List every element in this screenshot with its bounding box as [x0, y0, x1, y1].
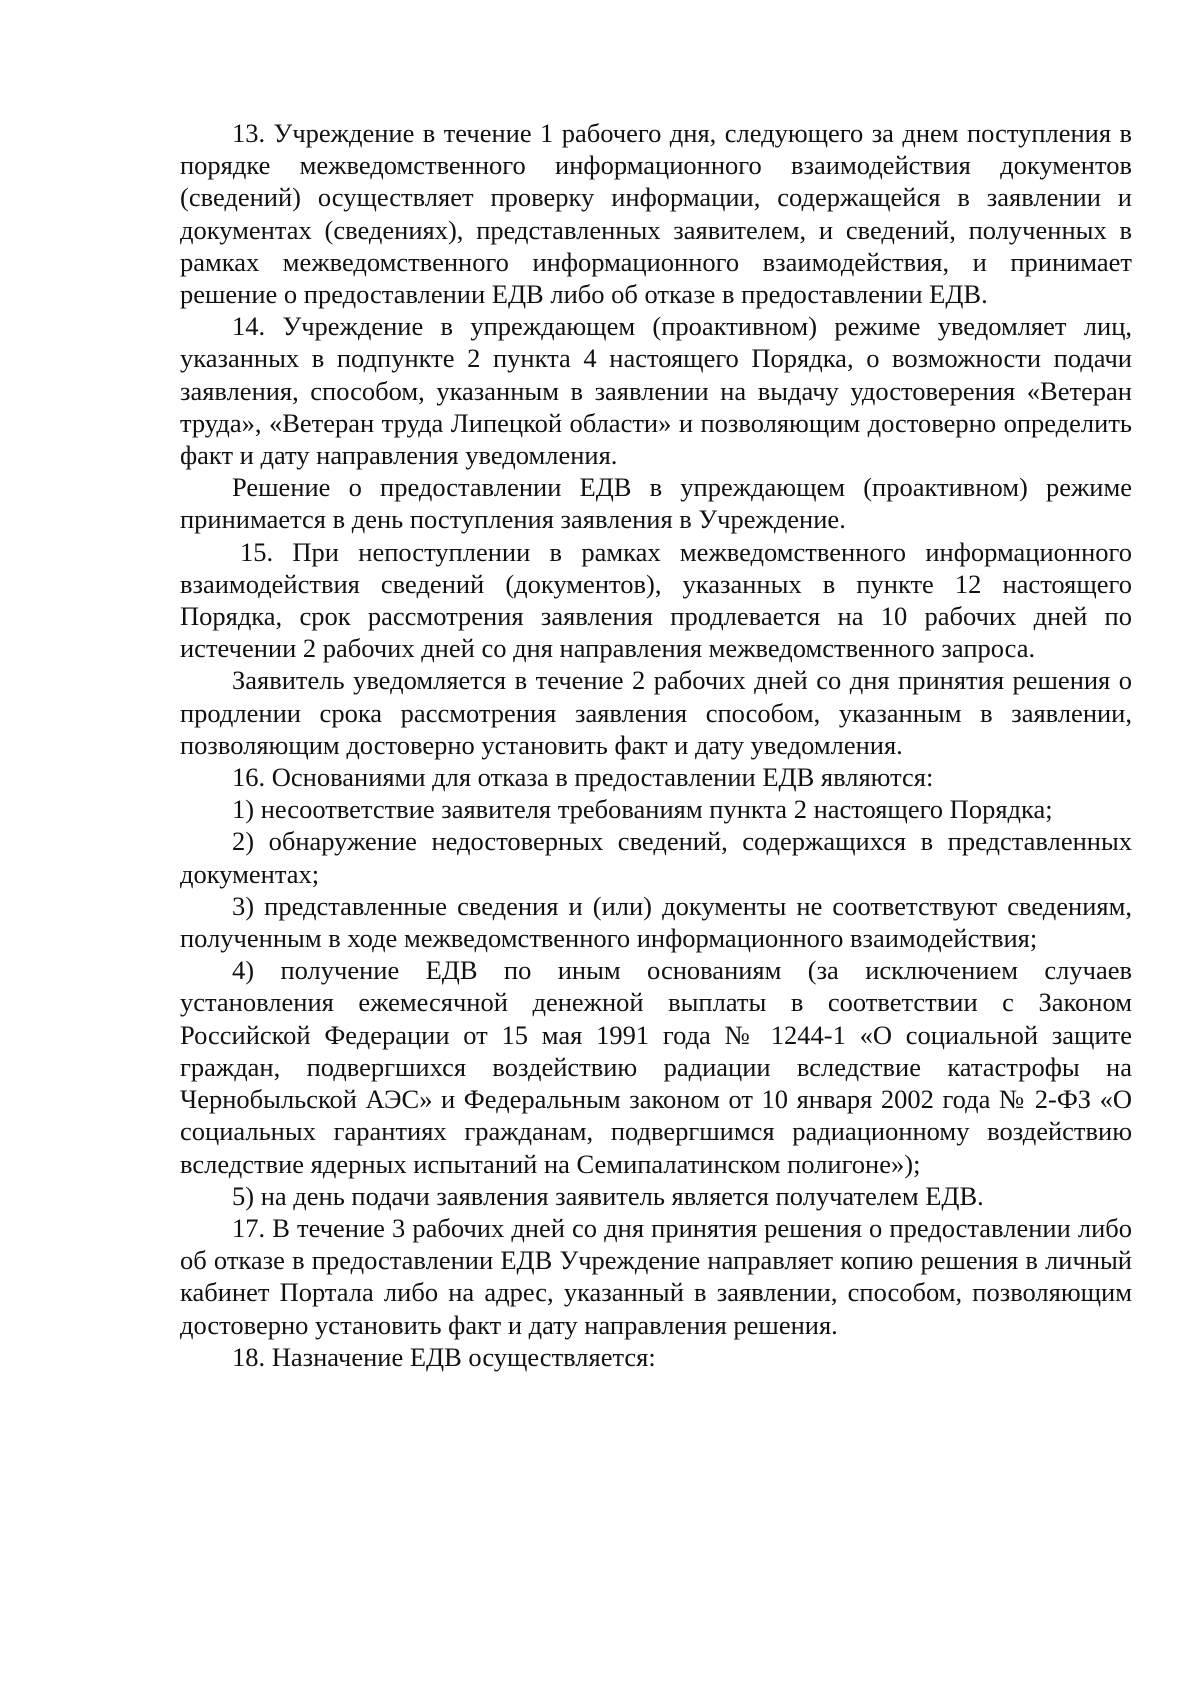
paragraph-14-proactive-decision: Решение о предоставлении ЕДВ в упреждающем (проактивном) режиме принимается в день поступления заявления в Учреждение.	[180, 472, 1132, 535]
paragraph-18: 18. Назначение ЕДВ осуществляется:	[232, 1341, 656, 1372]
paragraph-16: 16. Основаниями для отказа в предоставлении ЕДВ являются:	[232, 762, 934, 793]
paragraph-15-notification: Заявитель уведомляется в течение 2 рабочих дней со дня принятия решения о продлении срока рассмотрения заявления способом, указанным в заявлении, позволяющим достоверно установить факт и дату уведомления.	[180, 665, 1132, 760]
paragraph-16-item-1: 1) несоответствие заявителя требованиям пункта 2 настоящего Порядка;	[232, 794, 1053, 825]
paragraph-17: 17. В течение 3 рабочих дней со дня принятия решения о предоставлении либо об отказе в предоставлении ЕДВ Учреждение направляет копию решения в личный кабинет Портала либо на адрес, указанный в заявлении, способом, позволяющим достоверно установить факт и дату направления решения.	[180, 1212, 1132, 1340]
paragraph-16-item-2: 2) обнаружение недостоверных сведений, содержащихся в представленных документах;	[180, 826, 1132, 889]
paragraph-16-item-4: 4) получение ЕДВ по иным основаниям (за исключением случаев установления ежемесячной денежной выплаты в соответствии с Законом Российской Федерации от 15 мая 1991 года № 1244-1 «О социальной защите граждан, подвергшихся воздействию радиации вследствие катастрофы на Чернобыльской АЭС» и Федеральным законом от 10 января 2002 года № 2-ФЗ «О социальных гарантиях гражданам, подвергшимся радиационному воздействию вследствие ядерных испытаний на Семипалатинском полигоне»);	[180, 955, 1132, 1179]
document-body	[180, 117, 1132, 1373]
paragraph-15: 15. При непоступлении в рамках межведомственного информационного взаимодействия сведений (документов), указанных в пункте 12 настоящего Порядка, срок рассмотрения заявления продлевается на 10 рабочих дней по истечении 2 рабочих дней со дня направления межведомственного запроса.	[180, 536, 1132, 664]
paragraph-16-item-3: 3) представленные сведения и (или) документы не соответствуют сведениям, полученным в ходе межведомственного информационного взаимодействия;	[180, 890, 1132, 954]
paragraph-16-item-5: 5) на день подачи заявления заявитель является получателем ЕДВ.	[232, 1180, 984, 1211]
paragraph-13: 13. Учреждение в течение 1 рабочего дня, следующего за днем поступления в порядке межведомственного информационного взаимодействия документов (сведений) осуществляет проверку информации, содержащейся в заявлении и документах (сведениях), представленных заявителем, и сведений, полученных в рамках межведомственного информационного взаимодействия, и принимает решение о предоставлении ЕДВ либо об отказе в предоставлении ЕДВ.	[180, 118, 1132, 310]
paragraph-14: 14. Учреждение в упреждающем (проактивном) режиме уведомляет лиц, указанных в подпункте 2 пункта 4 настоящего Порядка, о возможности подачи заявления, способом, указанным в заявлении на выдачу удостоверения «Ветеран труда», «Ветеран труда Липецкой области» и позволяющим достоверно определить факт и дату направления уведомления.	[180, 311, 1132, 471]
